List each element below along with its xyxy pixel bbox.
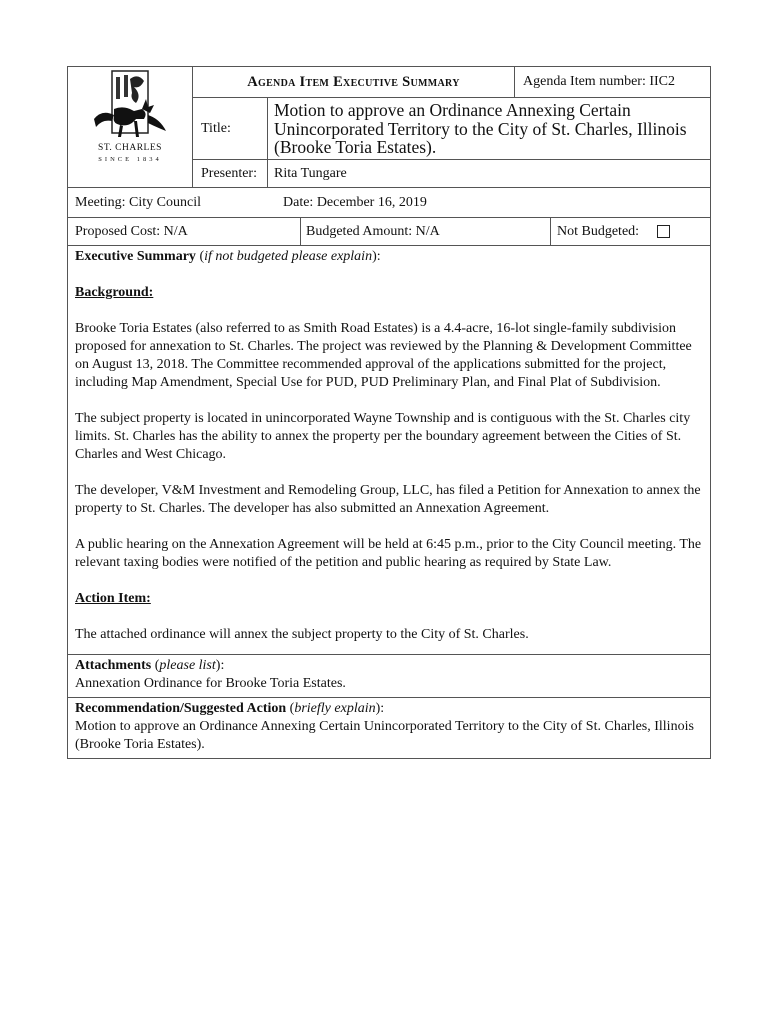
background-heading: Background: — [75, 285, 154, 300]
logo-city-name: ST. CHARLES — [98, 143, 162, 153]
attachments-text: Annexation Ordinance for Brooke Toria Estates. — [75, 676, 346, 691]
background-paragraph: The developer, V&M Investment and Remodeling Group, LLC, has filed a Petition for Annexation to annex the property to St. Charles. The developer has also submitted an Annexation Agreement. — [75, 483, 701, 516]
header-row-item-title — [193, 98, 710, 160]
action-item-text: The attached ordinance will annex the subject property to the City of St. Charles. — [75, 627, 529, 642]
background-paragraph: Brooke Toria Estates (also referred to as Smith Road Estates) is a 4.4-acre, 16-lot single-family subdivision proposed for annexation to St. Charles. The project was reviewed by the Planning & Development Committee on August 13, 2018. The Committee recommended approval of the applications submitted for the project, including Map Amendment, Special Use for PUD, PUD Preliminary Plan, and Final Plat of Subdivision. — [75, 321, 692, 390]
presenter-label: Presenter: — [201, 166, 257, 181]
summary-label-italic: if not budgeted please explain — [204, 249, 373, 264]
recommendation-label: Recommendation/Suggested Action (briefly explain): — [75, 701, 385, 716]
attachments-section — [68, 654, 710, 697]
attachments-label-italic: please list — [159, 658, 216, 673]
item-title: Motion to approve an Ordinance Annexing Certain Unincorporated Territory to the City of St. Charles, Illinois (Brooke Toria Estates). — [267, 98, 710, 159]
city-logo — [68, 67, 193, 187]
executive-summary-document — [67, 66, 711, 759]
action-item-heading: Action Item: — [75, 591, 151, 606]
meeting-type: Meeting: City Council — [75, 195, 201, 210]
budgeted-amount: Budgeted Amount: N/A — [301, 218, 551, 245]
recommendation-label-bold: Recommendation/Suggested Action — [75, 701, 287, 716]
logo-since: SINCE 1834 — [98, 156, 162, 163]
st-charles-fox-logo-icon — [90, 69, 170, 143]
header-row-presenter — [193, 160, 710, 188]
header-right — [193, 67, 710, 187]
proposed-cost: Proposed Cost: N/A — [68, 218, 301, 245]
attachments-label-bold: Attachments — [75, 658, 152, 673]
presenter-name: Rita Tungare — [267, 160, 710, 188]
summary-label-bold: Executive Summary — [75, 249, 196, 264]
meeting-row — [68, 187, 710, 217]
checkbox-icon[interactable] — [657, 225, 670, 238]
agenda-item-number: Agenda Item number: IIC2 — [514, 67, 710, 97]
recommendation-label-italic: briefly explain — [294, 701, 376, 716]
not-budgeted — [551, 218, 710, 245]
header-block — [68, 67, 710, 187]
meeting-date: Date: December 16, 2019 — [283, 195, 427, 210]
recommendation-section — [68, 697, 710, 758]
executive-summary-section — [68, 245, 710, 654]
background-paragraph: A public hearing on the Annexation Agreement will be held at 6:45 p.m., prior to the City Council meeting. The relevant taxing bodies were notified of the petition and public hearing as required by State Law. — [75, 537, 702, 570]
summary-label: Executive Summary (if not budgeted please explain): — [75, 249, 381, 264]
cost-row — [68, 217, 710, 245]
background-paragraph: The subject property is located in unincorporated Wayne Township and is contiguous with the St. Charles city limits. St. Charles has the ability to annex the property per the boundary agreement between the Cities of St. Charles and West Chicago. — [75, 411, 691, 462]
agenda-title: Agenda Item Executive Summary — [247, 74, 460, 90]
title-label: Title: — [201, 121, 231, 136]
recommendation-text: Motion to approve an Ordinance Annexing Certain Unincorporated Territory to the City of St. Charles, Illinois (Brooke Toria Estates). — [75, 719, 694, 752]
header-row-title — [193, 67, 710, 98]
not-budgeted-label: Not Budgeted: — [557, 224, 640, 239]
attachments-label: Attachments (please list): — [75, 658, 225, 673]
